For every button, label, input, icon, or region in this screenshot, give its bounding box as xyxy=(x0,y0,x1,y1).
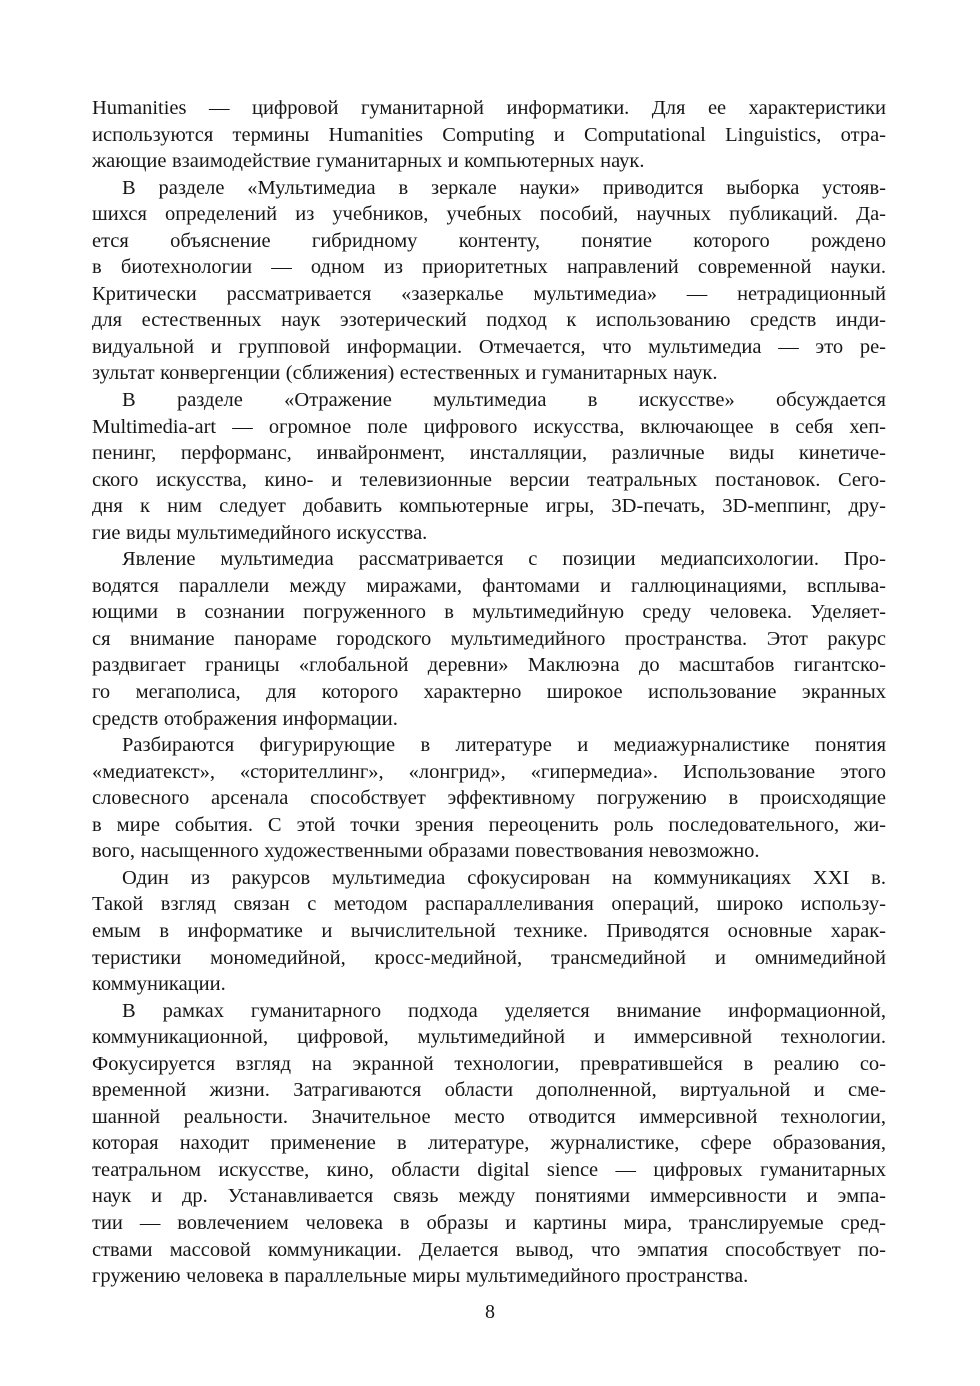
text-line: емым в информатике и вычислительной технике. Приводятся основные харак- xyxy=(92,919,886,942)
text-line: ющими в сознании погруженного в мультимедийную среду человека. Уделяет- xyxy=(92,601,886,624)
paragraph xyxy=(92,865,886,998)
text-line: ского искусства, кино- и телевизионные версии театральных постановок. Сего- xyxy=(92,468,886,491)
paragraph xyxy=(92,732,886,865)
text-line: в мире события. С этой точки зрения переоценить роль последовательного, жи- xyxy=(92,813,886,836)
text-line: ся внимание панораме городского мультимедийного пространства. Этот ракурс xyxy=(92,627,886,650)
paragraph xyxy=(92,387,886,546)
text-line: Фокусируется взгляд на экранной технологии, превратившейся в реалию со- xyxy=(92,1052,886,1075)
text-line: ствами массовой коммуникации. Делается вывод, что эмпатия способствует по- xyxy=(92,1238,886,1261)
text-line: зультат конвергенции (сближения) естественных и гуманитарных наук. xyxy=(92,362,718,385)
text-line: шихся определений из учебников, учебных пособий, научных публикаций. Да- xyxy=(92,203,886,226)
text-line: гие виды мультимедийного искусства. xyxy=(92,521,428,544)
text-line: теристики мономедийной, кросс-медийной, трансмедийной и омнимедийной xyxy=(92,946,886,969)
text-line: видуальной и групповой информации. Отмечается, что мультимедиа — это ре- xyxy=(92,335,886,358)
text-line: театральном искусстве, кино, области digital sience — цифровых гуманитарных xyxy=(92,1158,886,1181)
text-line: тии — вовлечением человека в образы и картины мира, транслируемые сред- xyxy=(92,1211,886,1234)
paragraph xyxy=(92,175,886,387)
text-line: вого, насыщенного художественными образами повествования невозможно. xyxy=(92,840,760,863)
text-line: гружению человека в параллельные миры мультимедийного пространства. xyxy=(92,1265,749,1288)
text-line: наук и др. Устанавливается связь между понятиями иммерсивности и эмпа- xyxy=(92,1185,886,1208)
text-line: ется объяснение гибридному контенту, понятие которого рождено xyxy=(92,229,886,252)
text-line: коммуникационной, цифровой, мультимедийной и иммерсивной технологии. xyxy=(92,1026,886,1049)
text-line: «медиатекст», «сторителлинг», «лонгрид», «гипермедиа». Использование этого xyxy=(92,760,886,783)
text-line: жающие взаимодействие гуманитарных и компьютерных наук. xyxy=(92,150,645,173)
paragraph xyxy=(92,95,886,175)
text-line: средств отображения информации. xyxy=(92,707,398,730)
text-line: дня к ним следует добавить компьютерные игры, 3D-печать, 3D-меппинг, дру- xyxy=(92,495,886,518)
text-line: Humanities — цифровой гуманитарной информатики. Для ее характеристики xyxy=(92,97,886,119)
text-line: коммуникации. xyxy=(92,973,226,996)
text-line: которая находит применение в литературе, журналистике, сфере образования, xyxy=(92,1132,886,1155)
text-line: В разделе «Мультимедиа в зеркале науки» приводится выборка устояв- xyxy=(122,176,886,199)
text-line: для естественных наук эзотерический подход к использованию средств инди- xyxy=(92,309,886,332)
text-line: раздвигает границы «глобальной деревни» Маклюэна до масштабов гигантско- xyxy=(92,654,886,677)
text-line: используются термины Humanities Computing и Computational Linguistics, отра- xyxy=(92,123,886,146)
text-line: водятся параллели между миражами, фантомами и галлюцинациями, всплыва- xyxy=(92,574,886,597)
text-line: временной жизни. Затрагиваются области дополненной, виртуальной и сме- xyxy=(92,1079,886,1102)
text-line: Multimedia-art — огромное поле цифрового искусства, включающее в себя хеп- xyxy=(92,415,886,438)
text-line: в биотехнологии — одном из приоритетных направлений современной науки. xyxy=(92,256,886,279)
text-line: пенинг, перформанс, инвайронмент, инсталляции, различные виды кинетиче- xyxy=(92,442,886,465)
text-line: Разбираются фигурирующие в литературе и медиажурналистике понятия xyxy=(122,734,886,757)
text-line: Явление мультимедиа рассматривается с позиции медиапсихологии. Про- xyxy=(122,548,886,571)
text-line: В рамках гуманитарного подхода уделяется внимание информационной, xyxy=(122,999,886,1022)
text-line: шанной реальности. Значительное место отводится иммерсивной технологии, xyxy=(92,1105,886,1128)
text-line: Такой взгляд связан с методом распараллеливания операций, широко использу- xyxy=(92,893,886,916)
paragraph xyxy=(92,546,886,732)
page-number: 8 xyxy=(485,1301,495,1323)
paragraph xyxy=(92,998,886,1290)
text-line: Критически рассматривается «зазеркалье мультимедиа» — нетрадиционный xyxy=(92,282,886,305)
text-line: го мегаполиса, для которого характерно широкое использование экранных xyxy=(92,681,886,704)
text-line: словесного арсенала способствует эффективному погружению в происходящие xyxy=(92,787,886,810)
text-line: Один из ракурсов мультимедиа сфокусирован на коммуникациях XXI в. xyxy=(122,866,886,889)
text-line: В разделе «Отражение мультимедиа в искусстве» обсуждается xyxy=(122,389,886,412)
page-body xyxy=(92,95,886,1290)
